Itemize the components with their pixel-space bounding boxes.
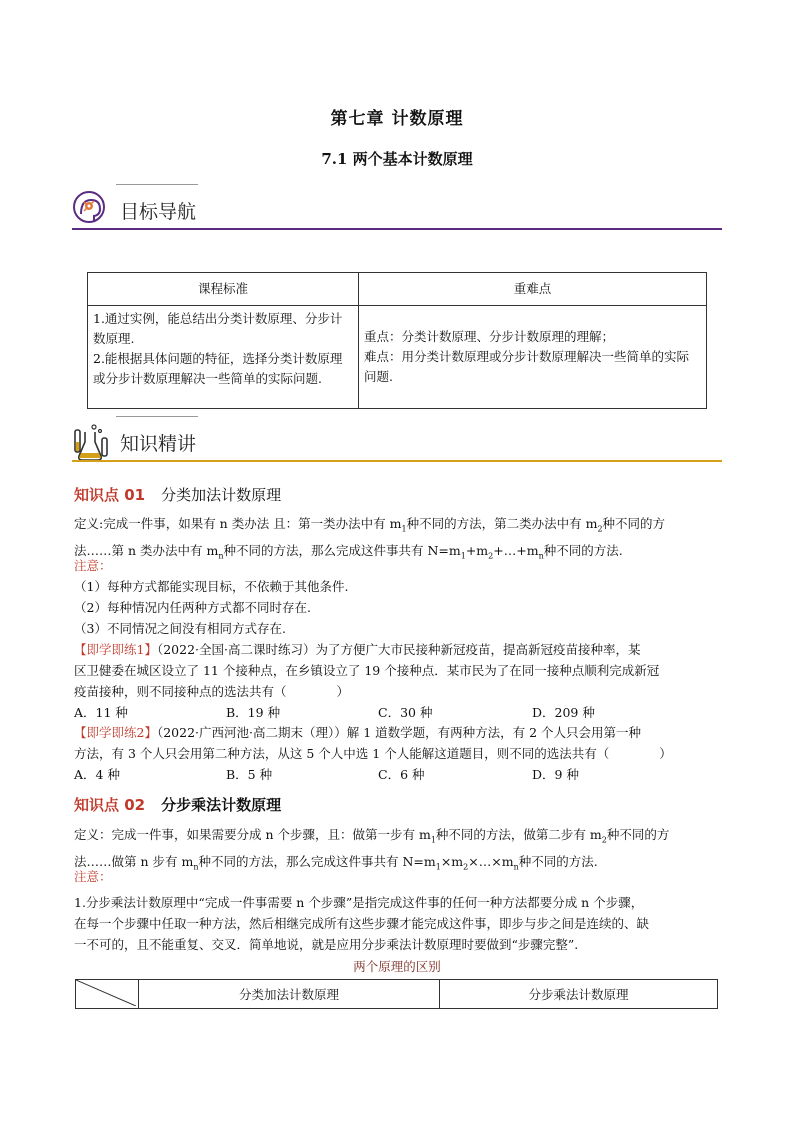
- goal-section-rule: [72, 228, 722, 230]
- knowledge-section-header: [72, 416, 722, 462]
- option-b: B．5 种: [226, 767, 273, 782]
- kp2-def-text: ×m: [440, 853, 464, 869]
- exercise-1-options: [74, 703, 724, 721]
- option-b: B．19 种: [226, 705, 281, 720]
- exercise-2-text: （2022·广西河池·高二期末（理））解 1 道数学题，有两种方法，有 2 个人只会用第一种: [156, 725, 642, 740]
- col-header-standards: 课程标准: [88, 273, 359, 306]
- header-top-line: [116, 184, 198, 185]
- kp1-def-text: 定义:完成一件事，如果有 n 类办法 且：第一类办法中有 m: [74, 516, 402, 531]
- standard-item: 1.通过实例，能总结出分类计数原理、分步计数原理.: [93, 311, 343, 346]
- kp2-heading: [74, 794, 281, 815]
- exercise-1-tag: 【即学即练1】: [74, 642, 157, 657]
- table-header-row: [88, 273, 707, 306]
- kp2-def-text: 法……做第 n 步有 m: [74, 853, 194, 869]
- exercise-1-text: 区卫健委在城区设立了 11 个接种点，在乡镇设立了 19 个接种点．某市民为了在同一接种点顺利完成新冠: [74, 663, 660, 678]
- kp2-def-text: 种不同的方法.: [518, 853, 598, 869]
- section-title: 7.1 两个基本计数原理: [321, 150, 473, 168]
- kp1-def-text: 种不同的方法.: [543, 542, 623, 558]
- exercise-2-options: [74, 765, 724, 783]
- exercise-1-text: （2022·全国·高二课时练习）为了方便广大市民接种新冠疫苗，提高新冠疫苗接种率，某: [156, 642, 641, 657]
- kp2-def-text: ×…×m: [468, 853, 514, 869]
- kp2-body-line: 在每一个步骤中任取一种方法，然后相继完成所有这些步骤才能完成这件事，即步与步之间是连续的、缺: [74, 916, 650, 931]
- kp2-note-label: 注意：: [74, 869, 112, 884]
- col-header-key-points: 重难点: [359, 273, 707, 306]
- kp1-note-label: 注意：: [74, 558, 112, 573]
- kp2-body-line: 一不可的，且不能重复、交叉．简单地说，就是应用分步乘法计数原理时要做到“步骤完整”.: [74, 937, 579, 952]
- option-a: A．11 种: [74, 705, 128, 720]
- goal-section-label: 目标导航: [120, 201, 197, 223]
- standard-item: 2.能根据具体问题的特征，选择分类计数原理或分步计数原理解决一些简单的实际问题.: [93, 351, 343, 386]
- kp1-note-item: （2）每种情况内任两种方式都不同时存在.: [74, 600, 311, 615]
- key-points-cell: [359, 306, 707, 409]
- table-header-row: [76, 980, 718, 1009]
- kp2-def-text: 种不同的方法，那么完成这件事共有 N=m: [198, 853, 436, 869]
- exercise-2-tag: 【即学即练2】: [74, 725, 157, 740]
- kp1-note-item: （1）每种方式都能实现目标，不依赖于其他条件.: [74, 579, 349, 594]
- kp2-tag: 知识点 02: [74, 796, 146, 814]
- diagonal-line: [76, 980, 136, 1006]
- table-row: [88, 306, 707, 409]
- goal-section-header: [72, 184, 722, 230]
- kp2-def-text: 种不同的方法，做第二步有 m: [435, 827, 602, 842]
- chapter-title: 第七章 计数原理: [330, 109, 464, 129]
- knowledge-section-label: 知识精讲: [120, 433, 197, 455]
- kp1-def-text: 法……第 n 类办法中有 m: [74, 542, 219, 558]
- kp1-def-text: 种不同的方: [602, 516, 666, 531]
- diagonal-corner-cell: [76, 980, 139, 1009]
- col-header-multiplication: 分步乘法计数原理: [440, 980, 718, 1009]
- kp1-definition: 定义:完成一件事，如果有 n 类办法 且：第一类办法中有 $m_1$种不同的方法，第二类办法中有 $m_2$种不同的方 法……第 n 类办法中有 $m_n$种不同的方法，那么完成这件事共有 $N=m_1+m_2+\dots+m_n$种不同的方法.: [74, 516, 666, 560]
- lab-flask-icon: [72, 422, 110, 460]
- option-c: C．6 种: [378, 767, 425, 782]
- kp2-name: 分步乘法计数原理: [161, 796, 282, 814]
- kp1-note-item: （3）不同情况之间没有相同方式存在.: [74, 621, 286, 636]
- compare-caption: 两个原理的区别: [353, 959, 441, 974]
- exercise-1-text: 疫苗接种，则不同接种点的选法共有（ ）: [74, 684, 350, 699]
- knowledge-section-rule: [72, 460, 722, 462]
- standards-table: [87, 272, 707, 409]
- kp2-body: [74, 892, 724, 955]
- kp2-definition: 定义：完成一件事，如果需要分成 n 个步骤，且：做第一步有 $m_1$种不同的方法，做第二步有 $m_2$种不同的方 法……做第 n 步有 $m_n$种不同的方法，那么完成这件事共有 $N=m_1\times m_2\times\dots\times m_n$种不同的方法.: [74, 827, 670, 871]
- kp2-def-text: 定义：完成一件事，如果需要分成 n 个步骤，且：做第一步有 m: [74, 827, 431, 842]
- key-point-item: 重点：分类计数原理、分步计数原理的理解；: [364, 329, 615, 344]
- header-top-line: [116, 416, 198, 417]
- kp2-def-text: 种不同的方: [606, 827, 670, 842]
- kp1-name: 分类加法计数原理: [161, 486, 282, 504]
- option-d: D．209 种: [532, 705, 595, 720]
- exercise-1: [74, 639, 724, 702]
- kp1-heading: [74, 484, 281, 505]
- col-header-addition: 分类加法计数原理: [139, 980, 440, 1009]
- option-c: C．30 种: [378, 705, 433, 720]
- kp1-def-text: 种不同的方法，那么完成这件事共有 N=m: [223, 542, 461, 558]
- kp2-body-line: 1.分步乘法计数原理中“完成一件事需要 n 个步骤”是指完成这件事的任何一种方法都要分成 n 个步骤，: [74, 895, 644, 910]
- standards-cell: [88, 306, 359, 409]
- option-d: D．9 种: [532, 767, 579, 782]
- kp1-def-text: 种不同的方法，第二类办法中有 m: [406, 516, 598, 531]
- brain-gear-icon: [72, 190, 110, 228]
- key-point-item: 难点：用分类计数原理或分步计数原理解决一些简单的实际问题.: [364, 349, 690, 384]
- exercise-2-text: 方法，有 3 个人只会用第二种方法，从这 5 个人中选 1 个人能解这道题目，则不同的选法共有（ ）: [74, 746, 672, 761]
- option-a: A．4 种: [74, 767, 120, 782]
- compare-table: [75, 979, 718, 1009]
- exercise-2: [74, 722, 724, 764]
- kp1-def-text: +…+m: [493, 542, 539, 558]
- kp1-tag: 知识点 01: [74, 486, 146, 504]
